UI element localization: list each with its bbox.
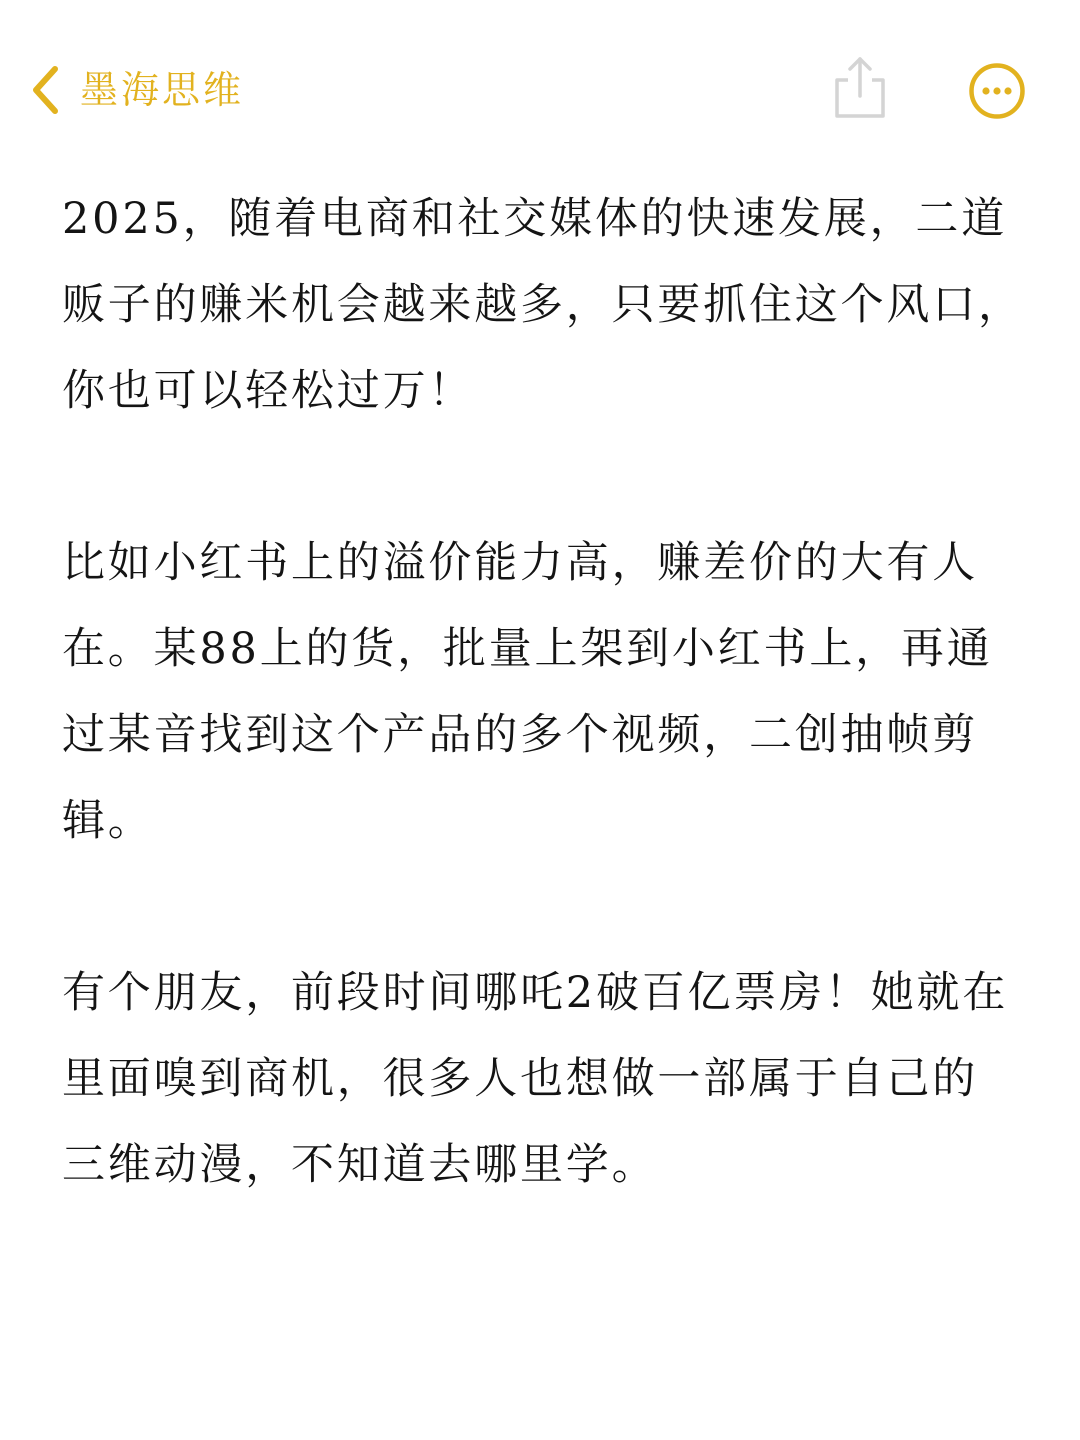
- text-line: 辑。: [62, 796, 154, 846]
- text-line: 你也可以轻松过万！: [62, 366, 475, 416]
- paragraph-2: [62, 520, 1062, 864]
- text-line: 比如小红书上的溢价能力高，赚差价的大有人: [62, 538, 978, 588]
- nav-bar: [0, 0, 1080, 180]
- text-line: 有个朋友，前段时间哪吒2破百亿票房！她就在: [62, 968, 1009, 1018]
- back-button[interactable]: [28, 58, 244, 122]
- text-line: 贩子的赚米机会越来越多，只要抓住这个风口，: [62, 280, 1024, 330]
- text-line: 过某音找到这个产品的多个视频，二创抽帧剪: [62, 710, 978, 760]
- article-body: [62, 176, 1062, 1208]
- nav-title: 墨海思维: [80, 68, 245, 112]
- paragraph-spacer: [62, 864, 1062, 950]
- paragraph-spacer: [62, 434, 1062, 520]
- paragraph-1: [62, 176, 1062, 434]
- share-icon: [828, 54, 892, 122]
- text-line: 里面嗅到商机，很多人也想做一部属于自己的: [62, 1054, 978, 1104]
- paragraph-3: [62, 950, 1062, 1208]
- text-line: 2025，随着电商和社交媒体的快速发展，二道: [62, 194, 1008, 244]
- more-button[interactable]: [968, 62, 1026, 120]
- text-line: 三维动漫，不知道去哪里学。: [62, 1140, 658, 1190]
- chevron-left-icon: [28, 64, 62, 116]
- share-button[interactable]: [828, 54, 892, 122]
- text-line: 在。某88上的货，批量上架到小红书上，再通: [62, 624, 993, 674]
- more-horizontal-icon: [968, 62, 1026, 120]
